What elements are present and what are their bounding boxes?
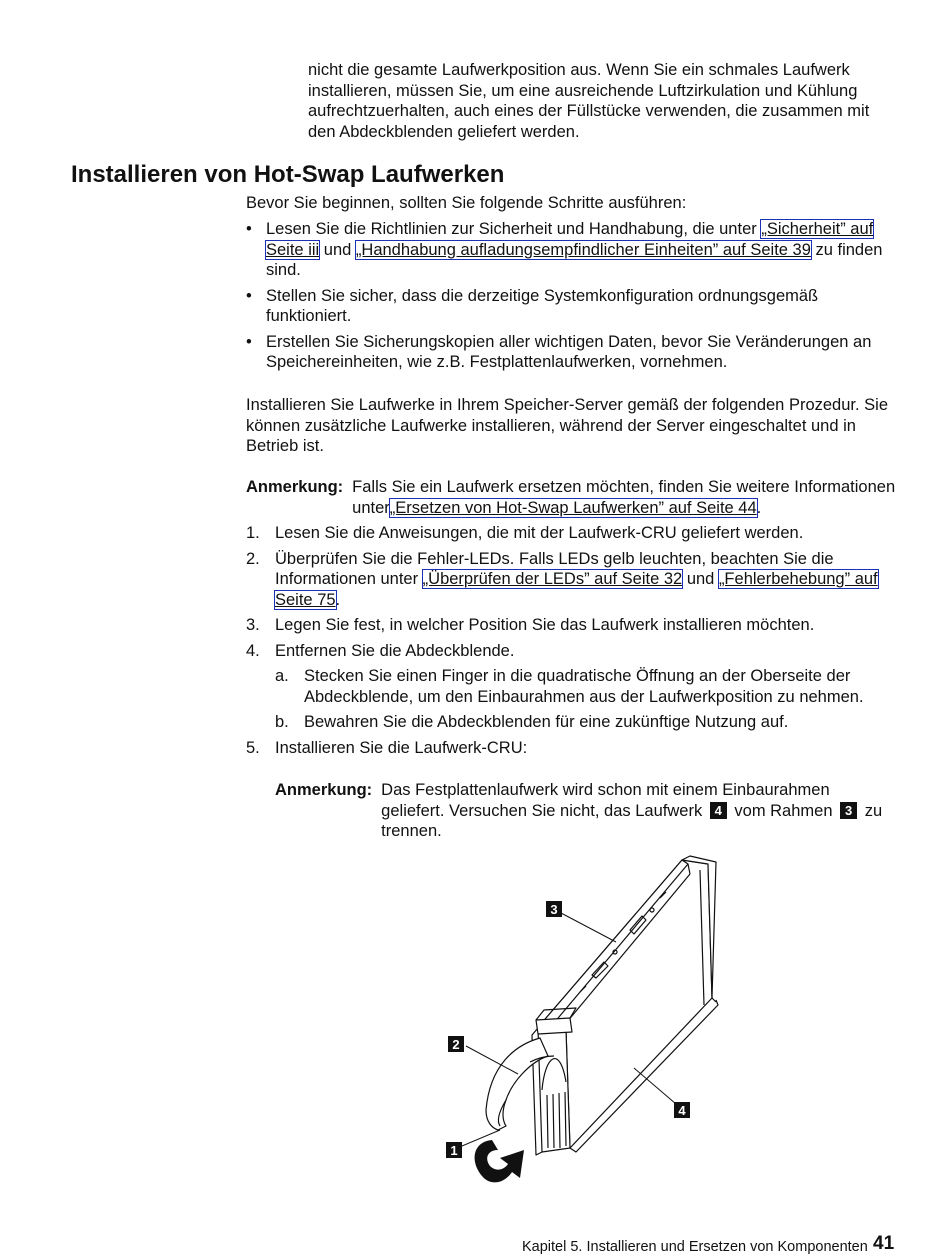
note-label: Anmerkung:: [275, 781, 373, 799]
link-troubleshooting[interactable]: „Fehlerbehebung” auf Seite 75: [275, 570, 878, 609]
bullet-symbol: •: [246, 286, 252, 305]
substep-text: Bewahren Sie die Abdeckblenden für eine zukünftige Nutzung auf.: [304, 713, 789, 731]
list-item-text: zu finden sind.: [266, 240, 883, 279]
note-text: [381, 780, 895, 842]
drive-cru-figure: [420, 850, 740, 1195]
step-text-part: .: [335, 590, 341, 609]
step-item: [246, 738, 896, 759]
page-number: 41: [873, 1233, 895, 1254]
step-item: [246, 641, 896, 733]
callout-3: 3: [840, 802, 857, 819]
link-check-leds[interactable]: „Überprüfen der LEDs” auf Seite 32: [422, 570, 683, 588]
procedure-steps: [246, 523, 896, 763]
step-text-part: Überprüfen Sie die Fehler-LEDs. Falls LEDs gelb leuchten, beachten Sie die Informationen unter: [275, 549, 834, 588]
note-text-part: vom Rahmen: [734, 801, 833, 820]
list-item-text: und: [319, 240, 356, 259]
note-text-part: .: [756, 498, 762, 517]
list-item: [246, 286, 896, 327]
callout-4: 4: [710, 802, 727, 819]
step-item: [246, 549, 896, 611]
list-item-text: Erstellen Sie Sicherungskopien aller wichtigen Daten, bevor Sie Veränderungen an Speichereinheiten, wie z.B. Festplattenlaufwerken, vornehmen.: [266, 332, 872, 371]
substep-item: [275, 666, 896, 707]
install-paragraph: Installieren Sie Laufwerke in Ihrem Speicher-Server gemäß der folgenden Prozedur. Sie können zusätzliche Laufwerke installieren, während der Server eingeschaltet und in Betrieb ist.: [246, 396, 889, 455]
note-text-part: zu trennen.: [381, 801, 883, 840]
bullet-symbol: •: [246, 332, 252, 351]
step-number: 2.: [246, 549, 260, 568]
link-replace-drives[interactable]: „Ersetzen von Hot-Swap Laufwerken” auf Seite 44: [389, 498, 757, 517]
substep-text: Stecken Sie einen Finger in die quadratische Öffnung an der Oberseite der Abdeckblende, um den Einbaurahmen aus der Laufwerkposition zu nehmen.: [304, 667, 864, 706]
link-esd-handling[interactable]: „Handhabung aufladungsempfindlicher Einheiten” auf Seite 39: [355, 240, 811, 259]
list-item-text: Lesen Sie die Richtlinien zur Sicherheit und Handhabung, die unter: [266, 220, 762, 238]
figure-callout-1: [446, 1142, 462, 1158]
step-text: Installieren Sie die Laufwerk-CRU:: [275, 738, 528, 757]
svg-text:1: 1: [450, 1143, 458, 1158]
list-item: [246, 332, 896, 373]
substep-item: [275, 712, 896, 733]
figure-callout-4: [674, 1102, 690, 1118]
figure-callout-2: [448, 1036, 464, 1052]
before-text: Bevor Sie beginnen, sollten Sie folgende Schritte ausführen:: [246, 194, 687, 212]
note-do-not-separate: [275, 780, 895, 842]
figure-callout-3: [546, 901, 562, 917]
prerequisite-list: [246, 219, 896, 378]
footer-chapter: Kapitel 5. Installieren und Ersetzen von Komponenten: [522, 1239, 868, 1255]
step-number: 4.: [246, 641, 260, 660]
svg-text:2: 2: [452, 1037, 460, 1052]
substep-letter: b.: [275, 713, 289, 731]
svg-text:3: 3: [550, 902, 558, 917]
step-item: [246, 615, 896, 636]
step-number: 5.: [246, 738, 260, 757]
step-number: 3.: [246, 616, 260, 634]
substep-letter: a.: [275, 667, 289, 685]
list-item: [246, 219, 896, 281]
step-item: [246, 523, 896, 544]
step-text: Lesen Sie die Anweisungen, die mit der Laufwerk-CRU geliefert werden.: [275, 524, 804, 542]
list-item-text: Stellen Sie sicher, dass die derzeitige Systemkonfiguration ordnungsgemäß funktioniert.: [266, 286, 819, 325]
svg-text:4: 4: [678, 1103, 686, 1118]
intro-paragraph: nicht die gesamte Laufwerkposition aus. Wenn Sie ein schmales Laufwerk installieren, müssen Sie, um eine ausreichende Luftzirkulation und Kühlung aufrechtzuerhalten, auch eines der Füllstücke verwenden, die zusammen mit den Abdeckblenden geliefert werden.: [308, 61, 870, 141]
substeps: [275, 666, 896, 733]
note-text: [352, 477, 896, 518]
bullet-symbol: •: [246, 220, 252, 238]
step-number: 1.: [246, 524, 260, 542]
step-text: Legen Sie fest, in welcher Position Sie das Laufwerk installieren möchten.: [275, 616, 815, 634]
step-text: Entfernen Sie die Abdeckblende.: [275, 641, 515, 660]
note-text-part: Das Festplattenlaufwerk wird schon mit einem Einbaurahmen geliefert. Versuchen Sie nicht, das Laufwerk: [381, 781, 830, 820]
link-safety[interactable]: „Sicherheit” auf Seite iii: [266, 220, 874, 259]
step-text: [275, 550, 878, 609]
step-text-part: und: [682, 570, 719, 588]
note-label: Anmerkung:: [246, 478, 344, 496]
section-heading: Installieren von Hot-Swap Laufwerken: [71, 161, 505, 188]
note-replace: [246, 477, 896, 518]
note-text-part: Falls Sie ein Laufwerk ersetzen möchten, finden Sie weitere Informationen unter: [352, 478, 896, 517]
